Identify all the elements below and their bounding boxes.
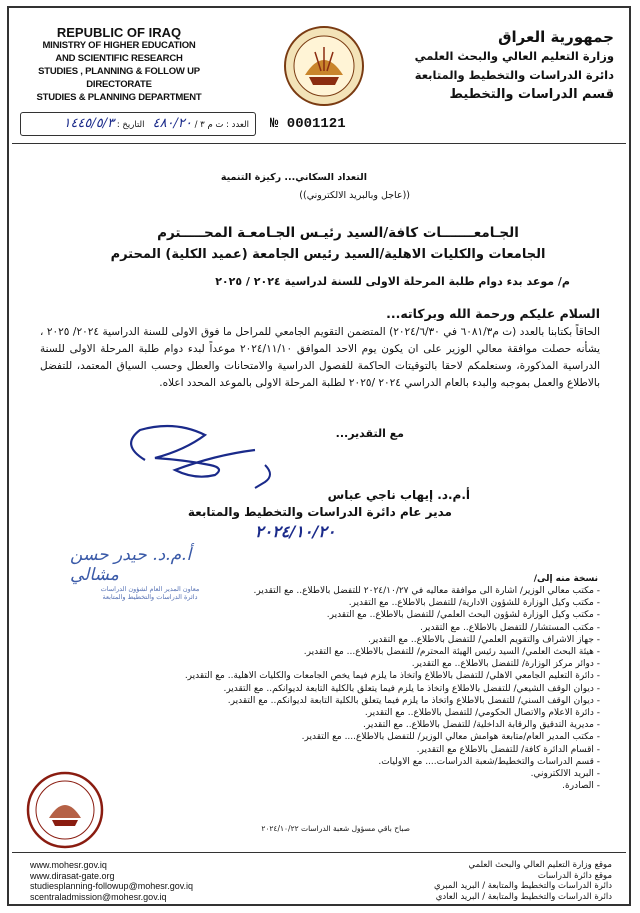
cc-title: نسخة منه إلى/: [533, 574, 598, 584]
document-number: № 0001121: [270, 116, 346, 132]
footnote: صباح باقي مسؤول شعبة الدراسات ٢٠٢٤/١٠/٢٢: [261, 824, 410, 833]
cc-item: - مكتب معالي الوزير/ اشارة الى موافقة معاليه في ٢٠٢٤/١٠/٢٧ للتفضل بالاطلاع.. مع التقدير.: [253, 586, 600, 596]
footer-label: موقع دائرة الدراسات: [537, 870, 612, 881]
footer-label: دائرة الدراسات والتخطيط والمتابعة / البريد العادي: [435, 891, 612, 902]
cc-item: - جهاز الاشراف والتقويم العلمي/ للتفضل بالاطلاع.. مع التقدير.: [367, 634, 600, 645]
header-ar-line: جمهورية العراق: [498, 28, 614, 46]
cc-item: - مكتب المدير العام/متابعة هوامش معالي الوزير/ للتفضل بالاطلاع.... مع التقدير.: [301, 732, 600, 743]
cc-item: - دائرة الاعلام والاتصال الحكومي/ للتفضل بالاطلاع.. مع التقدير.: [364, 708, 600, 719]
footer-links: [30, 860, 193, 902]
addressee-line-1: الجـامعـــــــات كافة/السيد رئيـس الجـامعـة المحـــــترم: [157, 225, 519, 241]
cc-item: - مكتب وكيل الوزارة للشؤون الادارية/ للتفضل بالاطلاع.. مع التقدير.: [348, 598, 600, 609]
letter-body: الحاقاً بكتابنا بالعدد (ت م٦٠٨١/٣ في ٢٠٢٤/٦/٣٠) المتضمن التقويم الجامعي للمراحل ما فوق الاولى للسنة الدراسية ٢٠٢٤/ ٢٠٢٥ ، يشأنه حصلت موافقة معالي الوزير على ان يكون يوم الاحد الموافق ٢٠٢٤/١١/١٠ موعداً لبدء دوام طلبة المرحلة الاولى للسنة الدراسية المذكورة، وسنعلمكم لاحقا بالتوقيتات الحاكمة للفصول الدراسية والامتحانات والعطل وحسب السياق المعتمد، للتفضل بالاطلاع والعمل بموجبه والبدء بالعام الدراسي ٢٠٢٤ /٢٠٢٥ لطلبة المرحلة الاولى بالموعد المحدد اعلاه.: [40, 326, 600, 389]
header-en-line: MINISTRY OF HIGHER EDUCATION: [42, 40, 196, 51]
footer-label: دائرة الدراسات والتخطيط والمتابعة / البريد المبري: [434, 881, 612, 891]
handwritten-signature: [115, 420, 275, 490]
header-en-line: AND SCIENTIFIC RESEARCH: [55, 53, 183, 64]
website-link[interactable]: www.mohesr.gov.iq: [30, 860, 107, 870]
cc-item: - مديرية التدقيق والرقابة الداخلية/ للتفضل بالاطلاع.. مع التقدير.: [363, 720, 600, 731]
footer-labels: [434, 860, 612, 902]
ministry-logo: [283, 25, 365, 107]
header-en-line: REPUBLIC OF IRAQ: [56, 25, 182, 40]
signatory-name: أ.م.د. إيهاب ناجي عباس: [327, 488, 470, 502]
stamp-line: معاون المدير العام لشؤون الدراسات: [100, 585, 200, 593]
header-en-line: STUDIES & PLANNING DEPARTMENT: [36, 92, 202, 103]
header-ar-line: وزارة التعليم العالي والبحث العلمي: [414, 49, 614, 63]
email-link[interactable]: scentraladmission@mohesr.gov.iq: [30, 891, 167, 902]
official-seal: [25, 770, 105, 850]
cc-item: - مكتب وكيل الوزارة لشؤون البحث العلمي/ للتفضل بالاطلاع.. مع التقدير.: [326, 610, 600, 621]
cc-item: - مكتب المستشار/ للتفضل بالاطلاع.. مع التقدير.: [420, 622, 600, 633]
cc-item: - ديوان الوقف الشيعي/ للتفضل بالاطلاع واتخاذ ما يلزم فيما يتعلق بالكلية التابعة لديوانكم.. مع التقدير.: [223, 683, 600, 694]
letter-subject: م/ موعد بدء دوام طلبة المرحلة الاولى للسنة لدراسية ٢٠٢٤ / ٢٠٢٥: [215, 275, 570, 288]
cc-item: - الصادرة.: [562, 781, 600, 792]
header-divider: [12, 143, 626, 144]
cc-item: - قسم الدراسات والتخطيط/شعبة الدراسات.... مع الاوليات.: [378, 756, 600, 767]
ref-number-label: العدد : ت م ٣ /: [194, 120, 249, 130]
ref-date-label: التاريخ :: [116, 120, 145, 130]
signatory-title: مدير عام دائرة الدراسات والتخطيط والمتابعة: [187, 505, 452, 519]
cc-list: [60, 585, 600, 792]
stamp-line: دائرة الدراسات والتخطيط والمتابعة: [102, 593, 198, 601]
urgent-note: ((عاجل وبالبريد الالكتروني)): [299, 190, 410, 201]
website-link[interactable]: www.dirasat-gate.org: [30, 870, 115, 881]
header-arabic: [414, 28, 614, 104]
greeting: السلام عليكم ورحمة الله وبركاته...: [386, 306, 600, 321]
reference-box: [20, 112, 256, 136]
header-ar-line: قسم الدراسات والتخطيط: [449, 87, 614, 102]
cc-item: - دائرة التعليم الجامعي الاهلي/ للتفضل بالاطلاع واتخاذ ما يلزم فيما يخص الجامعات والكليات الاهلية.. مع التقدير.: [184, 671, 600, 682]
signature-date: ٢٠٢٤/١٠/٢٠: [255, 522, 336, 541]
addressee-line-2: الجامعات والكليات الاهلية/السيد رئيس الجامعة (عميد الكلية) المحترم: [110, 247, 546, 262]
closing: مع التقدير...: [335, 427, 404, 440]
email-link[interactable]: studiesplanning-followup@mohesr.gov.iq: [30, 881, 194, 891]
ref-date-value: ١٤٤٥/٥/٣: [63, 116, 115, 131]
cc-item: - ديوان الوقف السني/ للتفضل بالاطلاع واتخاذ ما يلزم فيما يتعلق بالكلية التابعة لديوانكم.. مع التقدير.: [227, 695, 600, 706]
header-ar-line: دائرة الدراسات والتخطيط والمتابعة: [414, 68, 614, 82]
slogan: التعداد السكاني... ركيزة التنمية: [220, 172, 367, 183]
cc-item: - اقسام الدائرة كافة/ للتفضل بالاطلاع مع التقدير.: [416, 744, 600, 755]
header-english: [24, 26, 214, 104]
footer-label: موقع وزارة التعليم العالي والبحث العلمي: [468, 860, 612, 870]
header-en-line: STUDIES , PLANNING & FOLLOW UP DIRECTORATE: [38, 66, 200, 90]
cc-item: - البريد الالكتروني.: [530, 769, 600, 780]
ref-number-value: ٤٨٠/٢٠: [152, 116, 192, 131]
footer-divider: [12, 852, 626, 853]
stamp-name: أ.م.د. حيدر حسن مشالي: [70, 545, 192, 585]
cc-item: - هيئة البحث العلمي/ السيد رئيس الهيئة المحترم/ للتفضل بالاطلاع... مع التقدير.: [303, 647, 600, 658]
cc-item: - دوائر مركز الوزارة/ للتفضل بالاطلاع.. مع التقدير.: [411, 659, 600, 670]
